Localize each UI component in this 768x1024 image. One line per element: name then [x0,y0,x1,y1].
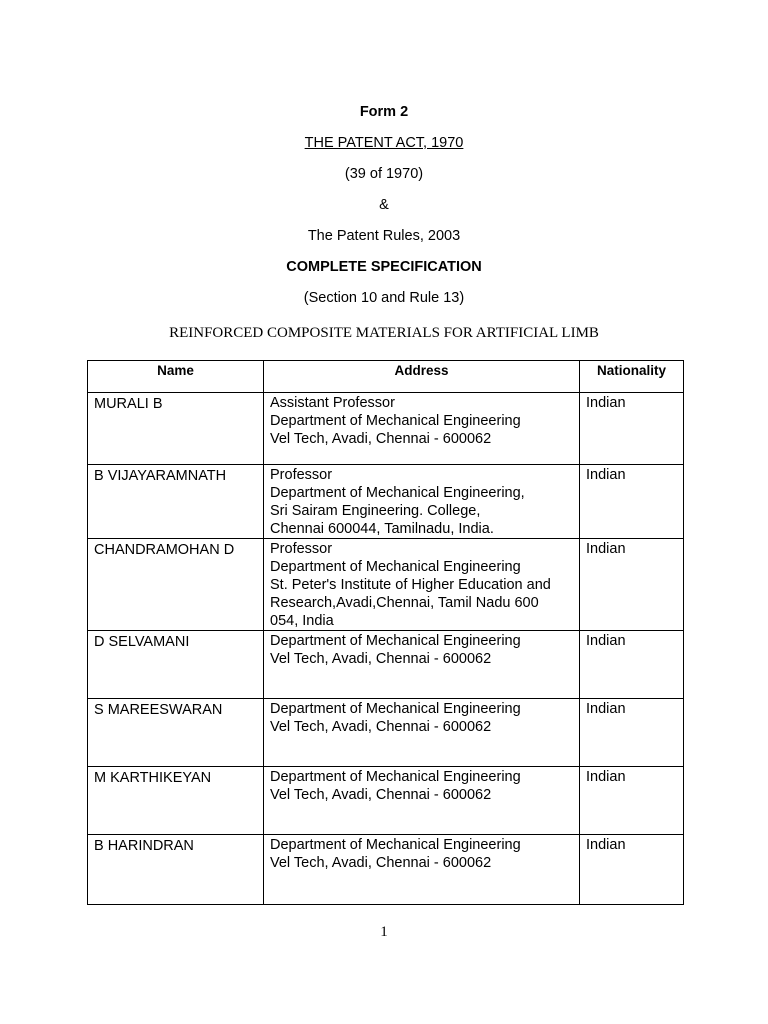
address-line: Department of Mechanical Engineering, [270,485,525,501]
column-header-name: Name [88,361,264,393]
table-row [88,631,684,699]
inventor-nationality: Indian [580,835,684,905]
rules-title: The Patent Rules, 2003 [307,228,461,244]
section-ref: (Section 10 and Rule 13) [303,290,465,306]
address-line: Professor [270,541,333,557]
inventors-table [87,360,684,905]
address-line: Department of Mechanical Engineering [270,701,521,717]
inventor-nationality: Indian [580,631,684,699]
address-line: Department of Mechanical Engineering [270,769,521,785]
column-header-nationality: Nationality [580,361,684,393]
address-line: Department of Mechanical Engineering [270,633,521,649]
table-row [88,465,684,539]
address-line: 054, India [270,613,334,629]
address-line: Vel Tech, Avadi, Chennai - 600062 [270,855,492,871]
table-header-row [88,361,684,393]
act-title [0,134,768,152]
address-line: Professor [270,467,333,483]
inventor-address [264,539,580,631]
act-number: (39 of 1970) [344,166,424,182]
inventor-name: M KARTHIKEYAN [88,767,264,835]
inventor-address [264,767,580,835]
table-row [88,539,684,631]
address-line: Vel Tech, Avadi, Chennai - 600062 [270,719,492,735]
table-row [88,699,684,767]
inventor-name: S MAREESWARAN [88,699,264,767]
table-row [88,767,684,835]
table-row [88,835,684,905]
inventor-name: B VIJAYARAMNATH [88,465,264,539]
address-line: St. Peter's Institute of Higher Education and [270,577,551,593]
act-title-text: THE PATENT ACT, 1970 [304,135,464,151]
address-line: Vel Tech, Avadi, Chennai - 600062 [270,651,492,667]
column-header-address: Address [264,361,580,393]
inventor-nationality: Indian [580,767,684,835]
page-number: 1 [380,924,388,940]
inventor-nationality: Indian [580,393,684,465]
inventor-name: D SELVAMANI [88,631,264,699]
inventor-name: CHANDRAMOHAN D [88,539,264,631]
inventor-address [264,393,580,465]
ampersand: & [379,197,389,213]
form-title: Form 2 [359,104,409,120]
inventor-nationality: Indian [580,465,684,539]
address-line: Sri Sairam Engineering. College, [270,503,481,519]
invention-title: REINFORCED COMPOSITE MATERIALS FOR ARTIFICIAL LIMB [169,325,599,341]
address-line: Vel Tech, Avadi, Chennai - 600062 [270,431,492,447]
address-line: Department of Mechanical Engineering [270,559,521,575]
inventor-address [264,835,580,905]
address-line: Department of Mechanical Engineering [270,413,521,429]
table-row [88,393,684,465]
inventor-address [264,699,580,767]
spec-title: COMPLETE SPECIFICATION [286,259,482,275]
inventor-address [264,631,580,699]
address-line: Department of Mechanical Engineering [270,837,521,853]
address-line: Chennai 600044, Tamilnadu, India. [270,521,494,537]
inventor-name: B HARINDRAN [88,835,264,905]
inventor-nationality: Indian [580,699,684,767]
inventor-name: MURALI B [88,393,264,465]
address-line: Research,Avadi,Chennai, Tamil Nadu 600 [270,595,539,611]
inventor-nationality: Indian [580,539,684,631]
address-line: Assistant Professor [270,395,395,411]
address-line: Vel Tech, Avadi, Chennai - 600062 [270,787,492,803]
inventor-address [264,465,580,539]
